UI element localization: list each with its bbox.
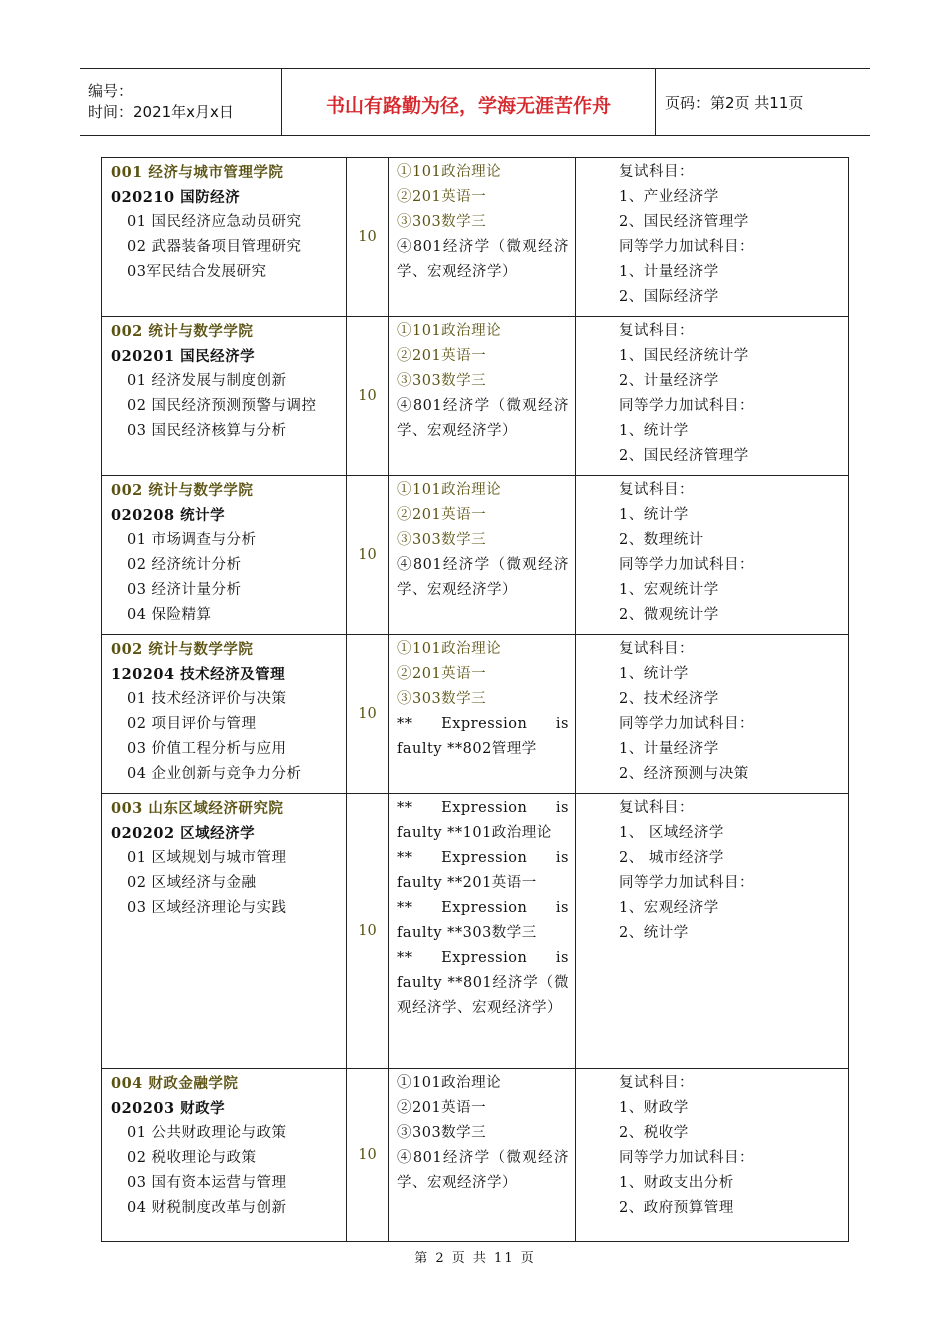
college-name: 004 财政金融学院	[111, 1075, 239, 1092]
exam-subjects-cell	[389, 1069, 576, 1242]
research-direction: 02 区域经济与金融	[127, 875, 257, 891]
college-name: 002 统计与数学学院	[111, 641, 254, 658]
exam-subject: ①101政治理论	[397, 482, 502, 498]
motto-text: 书山有路勤为径，学海无涯苦作舟	[325, 94, 611, 117]
retest-cell	[576, 794, 849, 1069]
retest-item: 复试科目：	[619, 482, 694, 498]
program-cell	[102, 1069, 347, 1242]
retest-item: 1、计量经济学	[619, 741, 719, 757]
research-direction: 04 财税制度改革与创新	[127, 1200, 287, 1216]
research-direction: 02 税收理论与政策	[127, 1150, 257, 1166]
research-direction: 04 企业创新与竞争力分析	[127, 766, 302, 782]
page-header	[80, 68, 870, 136]
admissions-table	[101, 157, 849, 1242]
major-name: 020210 国防经济	[111, 189, 241, 206]
retest-item: 同等学力加试科目：	[619, 239, 754, 255]
exam-subject: ①101政治理论	[397, 641, 502, 657]
exam-subject: ** Expression is faulty **201英语一	[397, 850, 569, 891]
retest-item: 1、统计学	[619, 423, 689, 439]
page-code-text: 页码：第2页 共11页	[665, 93, 804, 112]
table-row	[102, 158, 849, 317]
research-direction: 04 保险精算	[127, 607, 212, 623]
retest-item: 2、 城市经济学	[619, 850, 724, 866]
retest-item: 1、宏观统计学	[619, 582, 719, 598]
header-page-code	[656, 69, 870, 135]
exam-subject: ** Expression is faulty **101政治理论	[397, 800, 569, 841]
retest-cell	[576, 158, 849, 317]
exam-subject: ③303数学三	[397, 691, 487, 707]
research-direction: 03 经济计量分析	[127, 582, 242, 598]
research-direction: 01 市场调查与分析	[127, 532, 257, 548]
retest-item: 1、国民经济统计学	[619, 348, 749, 364]
research-direction: 01 经济发展与制度创新	[127, 373, 287, 389]
retest-item: 复试科目：	[619, 1075, 694, 1091]
retest-item: 同等学力加试科目：	[619, 398, 754, 414]
retest-item: 2、国民经济管理学	[619, 448, 749, 464]
retest-item: 2、计量经济学	[619, 373, 719, 389]
research-direction: 02 项目评价与管理	[127, 716, 257, 732]
page-footer	[0, 1247, 950, 1266]
exam-subject: ** Expression is faulty **801经济学（微观经济学、宏观经济学）	[397, 950, 569, 1016]
major-name: 020208 统计学	[111, 507, 226, 524]
table-row	[102, 794, 849, 1069]
research-direction: 03 国民经济核算与分析	[127, 423, 287, 439]
exam-subject: ③303数学三	[397, 373, 487, 389]
major-name: 020201 国民经济学	[111, 348, 256, 365]
research-direction: 01 国民经济应急动员研究	[127, 214, 302, 230]
research-direction: 01 区域规划与城市管理	[127, 850, 287, 866]
exam-subject: ②201英语一	[397, 666, 487, 682]
table-row	[102, 476, 849, 635]
table-row	[102, 1069, 849, 1242]
retest-item: 1、财政学	[619, 1100, 689, 1116]
retest-item: 1、 区域经济学	[619, 825, 724, 841]
research-direction: 02 国民经济预测预警与调控	[127, 398, 317, 414]
retest-item: 2、政府预算管理	[619, 1200, 734, 1216]
major-name: 020203 财政学	[111, 1100, 226, 1117]
retest-item: 1、计量经济学	[619, 264, 719, 280]
retest-cell	[576, 476, 849, 635]
college-name: 002 统计与数学学院	[111, 482, 254, 499]
major-name: 120204 技术经济及管理	[111, 666, 286, 683]
retest-item: 1、统计学	[619, 507, 689, 523]
retest-item: 1、统计学	[619, 666, 689, 682]
quota-cell: 10	[347, 794, 389, 1069]
doc-time-label: 时间：2021年x月x日	[88, 103, 234, 121]
exam-subject: ①101政治理论	[397, 164, 502, 180]
exam-subject: ④801经济学（微观经济学、宏观经济学）	[397, 239, 569, 280]
exam-subject: ②201英语一	[397, 189, 487, 205]
program-cell	[102, 794, 347, 1069]
program-cell	[102, 476, 347, 635]
retest-item: 1、产业经济学	[619, 189, 719, 205]
program-cell	[102, 158, 347, 317]
college-name: 001 经济与城市管理学院	[111, 164, 284, 181]
exam-subject: ③303数学三	[397, 1125, 487, 1141]
retest-cell	[576, 635, 849, 794]
retest-item: 2、数理统计	[619, 532, 704, 548]
program-cell	[102, 635, 347, 794]
retest-item: 复试科目：	[619, 641, 694, 657]
exam-subject: ③303数学三	[397, 532, 487, 548]
exam-subject: ②201英语一	[397, 348, 487, 364]
exam-subject: ②201英语一	[397, 1100, 487, 1116]
footer-page-number: 第 2 页 共 11 页	[414, 1251, 536, 1266]
exam-subject: ②201英语一	[397, 507, 487, 523]
retest-cell	[576, 317, 849, 476]
header-motto	[282, 69, 656, 135]
table-row	[102, 635, 849, 794]
retest-item: 同等学力加试科目：	[619, 875, 754, 891]
exam-subjects-cell	[389, 158, 576, 317]
exam-subject: ④801经济学（微观经济学、宏观经济学）	[397, 398, 569, 439]
quota-cell: 10	[347, 635, 389, 794]
college-name: 002 统计与数学学院	[111, 323, 254, 340]
retest-item: 同等学力加试科目：	[619, 716, 754, 732]
research-direction: 03 国有资本运营与管理	[127, 1175, 287, 1191]
quota-cell: 10	[347, 476, 389, 635]
retest-item: 2、技术经济学	[619, 691, 719, 707]
retest-item: 复试科目：	[619, 323, 694, 339]
exam-subject: ①101政治理论	[397, 323, 502, 339]
research-direction: 02 武器装备项目管理研究	[127, 239, 302, 255]
exam-subjects-cell	[389, 635, 576, 794]
exam-subject: ④801经济学（微观经济学、宏观经济学）	[397, 557, 569, 598]
research-direction: 01 公共财政理论与政策	[127, 1125, 287, 1141]
research-direction: 03 区域经济理论与实践	[127, 900, 287, 916]
retest-item: 2、微观统计学	[619, 607, 719, 623]
research-direction: 01 技术经济评价与决策	[127, 691, 287, 707]
retest-item: 2、国际经济学	[619, 289, 719, 305]
retest-item: 复试科目：	[619, 164, 694, 180]
quota-cell: 10	[347, 1069, 389, 1242]
retest-item: 2、统计学	[619, 925, 689, 941]
program-cell	[102, 317, 347, 476]
research-direction: 03军民结合发展研究	[127, 264, 267, 280]
retest-item: 同等学力加试科目：	[619, 557, 754, 573]
research-direction: 03 价值工程分析与应用	[127, 741, 287, 757]
exam-subject: ④801经济学（微观经济学、宏观经济学）	[397, 1150, 569, 1191]
doc-number-label: 编号：	[88, 82, 134, 100]
college-name: 003 山东区域经济研究院	[111, 800, 284, 817]
exam-subjects-cell	[389, 794, 576, 1069]
quota-cell: 10	[347, 158, 389, 317]
exam-subject: ** Expression is faulty **303数学三	[397, 900, 569, 941]
exam-subject: ③303数学三	[397, 214, 487, 230]
header-meta	[80, 69, 282, 135]
retest-cell	[576, 1069, 849, 1242]
exam-subjects-cell	[389, 317, 576, 476]
retest-item: 1、宏观经济学	[619, 900, 719, 916]
table-row	[102, 317, 849, 476]
quota-cell: 10	[347, 317, 389, 476]
retest-item: 2、经济预测与决策	[619, 766, 749, 782]
retest-item: 2、国民经济管理学	[619, 214, 749, 230]
exam-subject: ** Expression is faulty **802管理学	[397, 716, 569, 757]
retest-item: 同等学力加试科目：	[619, 1150, 754, 1166]
retest-item: 1、财政支出分析	[619, 1175, 734, 1191]
retest-item: 复试科目：	[619, 800, 694, 816]
exam-subject: ①101政治理论	[397, 1075, 502, 1091]
retest-item: 2、税收学	[619, 1125, 689, 1141]
research-direction: 02 经济统计分析	[127, 557, 242, 573]
major-name: 020202 区域经济学	[111, 825, 256, 842]
exam-subjects-cell	[389, 476, 576, 635]
